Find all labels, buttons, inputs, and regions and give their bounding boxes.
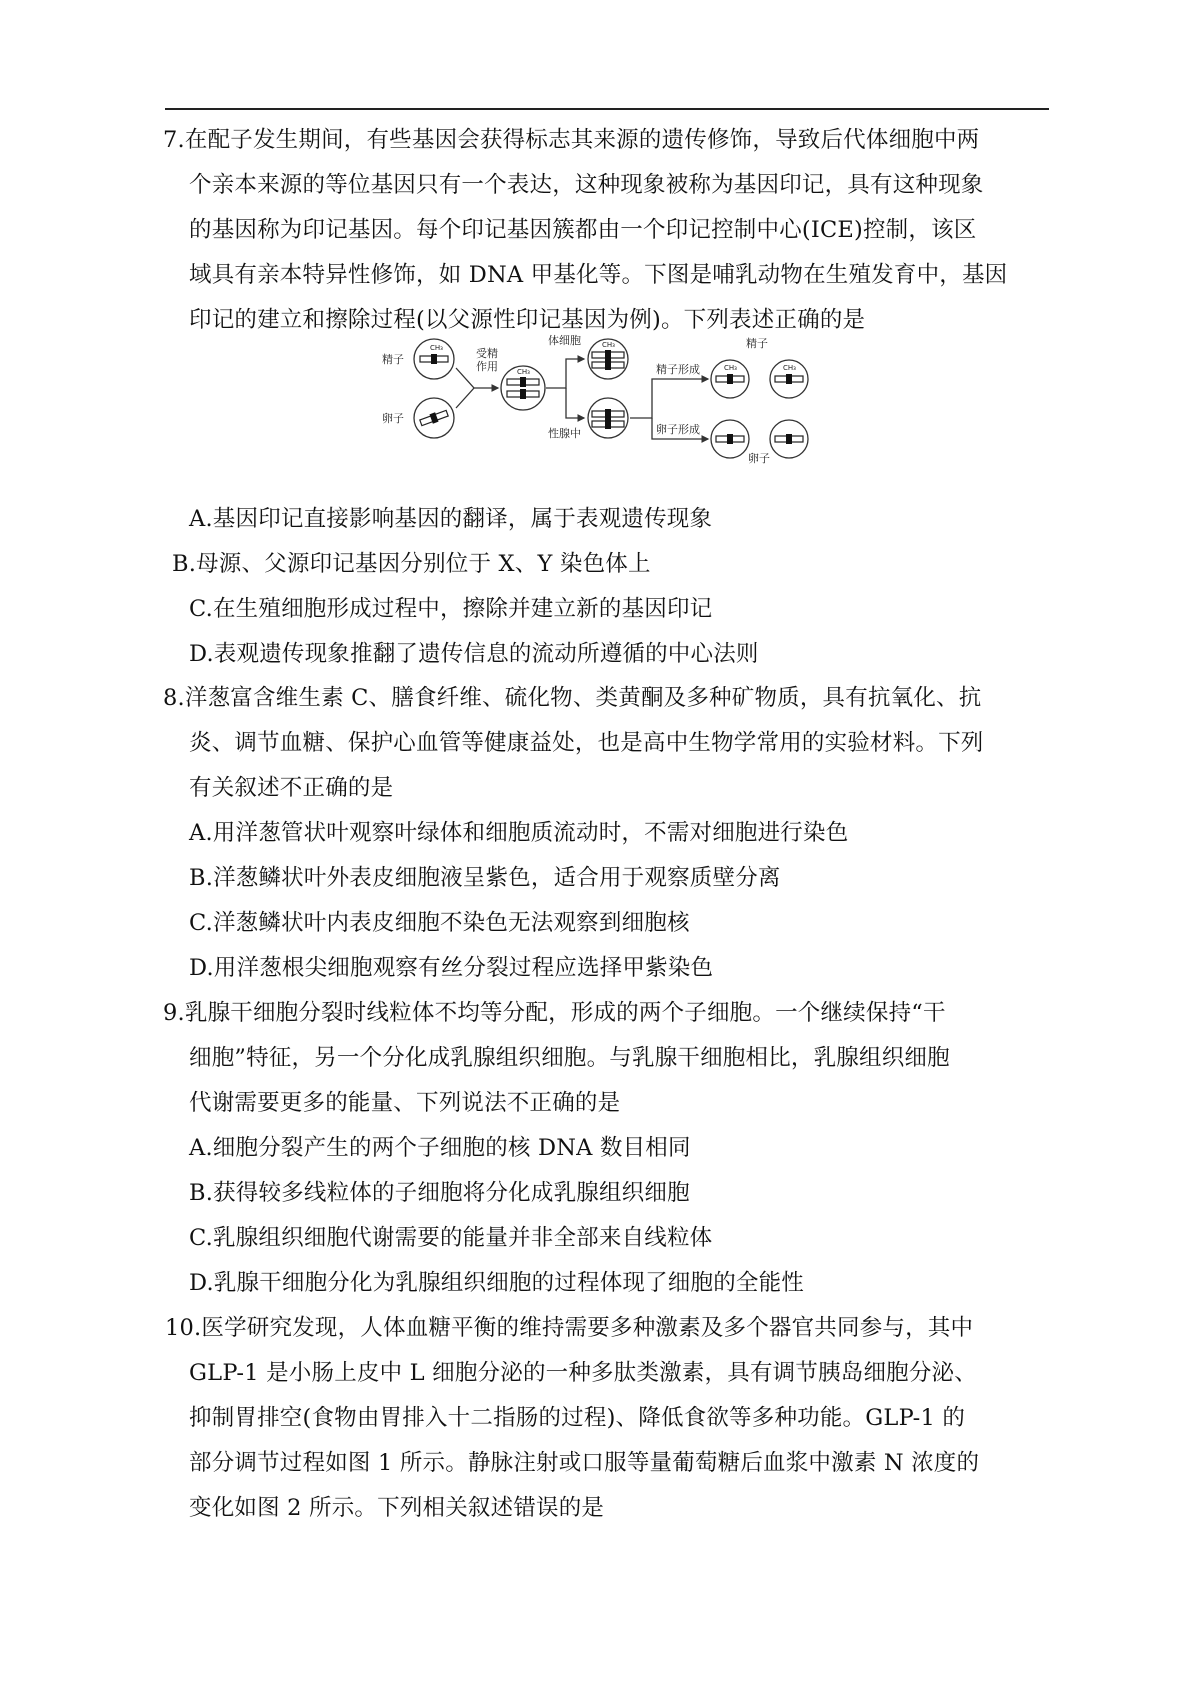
question-7-line-2: 个亲本来源的等位基因只有一个表达，这种现象被称为基因印记，具有这种现象 bbox=[189, 172, 984, 198]
question-7-line-1: 7.在配子发生期间，有些基因会获得标志其来源的遗传修饰，导致后代体细胞中两 bbox=[163, 127, 980, 153]
question-9-line-1: 9.乳腺干细胞分裂时线粒体不均等分配，形成的两个子细胞。一个继续保持“干 bbox=[163, 1000, 946, 1026]
question-9-option-b: B.获得较多线粒体的子细胞将分化成乳腺组织细胞 bbox=[189, 1180, 690, 1206]
label-somatic: 体细胞 bbox=[548, 334, 581, 347]
question-8-option-c: C.洋葱鳞状叶内表皮细胞不染色无法观察到细胞核 bbox=[189, 910, 690, 936]
question-7-option-a: A.基因印记直接影响基因的翻译，属于表观遗传现象 bbox=[189, 506, 713, 532]
label-fertilization-1: 受精 bbox=[476, 347, 498, 360]
question-number: 9. bbox=[163, 1000, 185, 1026]
question-8-option-d: D.用洋葱根尖细胞观察有丝分裂过程应选择甲紫染色 bbox=[189, 955, 714, 981]
question-10-line-1: 10.医学研究发现，人体血糖平衡的维持需要多种激素及多个器官共同参与，其中 bbox=[165, 1315, 974, 1341]
question-8-line-3: 有关叙述不正确的是 bbox=[189, 775, 394, 801]
svg-text:CH₃: CH₃ bbox=[517, 368, 530, 376]
svg-text:CH₃: CH₃ bbox=[430, 344, 443, 352]
label-gonad: 性腺中 bbox=[548, 427, 581, 440]
question-number: 8. bbox=[163, 685, 185, 711]
question-10-line-5: 变化如图 2 所示。下列相关叙述错误的是 bbox=[189, 1495, 605, 1521]
question-9-option-d: D.乳腺干细胞分化为乳腺组织细胞的过程体现了细胞的全能性 bbox=[189, 1270, 804, 1296]
question-7-line-4: 域具有亲本特异性修饰，如 DNA 甲基化等。下图是哺乳动物在生殖发育中，基因 bbox=[189, 262, 1008, 288]
label-egg-in: 卵子 bbox=[382, 412, 404, 425]
svg-text:CH₃: CH₃ bbox=[602, 341, 615, 349]
question-number: 7. bbox=[163, 127, 185, 153]
genomic-imprinting-diagram bbox=[382, 330, 820, 465]
question-7-line-3: 的基因称为印记基因。每个印记基因簇都由一个印记控制中心(ICE)控制，该区 bbox=[189, 217, 977, 243]
question-7-option-b: B.母源、父源印记基因分别位于 X、Y 染色体上 bbox=[172, 551, 651, 577]
svg-text:CH₃: CH₃ bbox=[724, 364, 737, 372]
label-sperm-formation: 精子形成 bbox=[656, 363, 700, 376]
question-7-line-5: 印记的建立和擦除过程(以父源性印记基因为例)。下列表述正确的是 bbox=[189, 307, 866, 333]
question-10-line-4: 部分调节过程如图 1 所示。静脉注射或口服等量葡萄糖后血浆中激素 N 浓度的 bbox=[189, 1450, 980, 1476]
question-10-line-2: GLP-1 是小肠上皮中 L 细胞分泌的一种多肽类激素，具有调节胰岛细胞分泌、 bbox=[189, 1360, 977, 1386]
label-sperm-out: 精子 bbox=[746, 337, 768, 350]
svg-text:CH₃: CH₃ bbox=[783, 364, 796, 372]
question-8-line-2: 炎、调节血糖、保护心血管等健康益处，也是高中生物学常用的实验材料。下列 bbox=[189, 730, 984, 756]
label-sperm-in: 精子 bbox=[382, 353, 404, 366]
question-7-option-c: C.在生殖细胞形成过程中，擦除并建立新的基因印记 bbox=[189, 596, 713, 622]
question-10-line-3: 抑制胃排空(食物由胃排入十二指肠的过程)、降低食欲等多种功能。GLP-1 的 bbox=[189, 1405, 966, 1431]
question-8-option-b: B.洋葱鳞状叶外表皮细胞液呈紫色，适合用于观察质壁分离 bbox=[189, 865, 781, 891]
question-number: 10. bbox=[165, 1315, 202, 1341]
header-rule bbox=[165, 108, 1049, 110]
question-9-option-a: A.细胞分裂产生的两个子细胞的核 DNA 数目相同 bbox=[189, 1135, 691, 1161]
question-9-line-3: 代谢需要更多的能量、下列说法不正确的是 bbox=[189, 1090, 621, 1116]
question-9-line-2: 细胞”特征，另一个分化成乳腺组织细胞。与乳腺干细胞相比，乳腺组织细胞 bbox=[189, 1045, 950, 1071]
question-7-option-d: D.表观遗传现象推翻了遗传信息的流动所遵循的中心法则 bbox=[189, 641, 759, 667]
label-egg-out: 卵子 bbox=[748, 452, 770, 465]
question-8-line-1: 8.洋葱富含维生素 C、膳食纤维、硫化物、类黄酮及多种矿物质，具有抗氧化、抗 bbox=[163, 685, 982, 711]
label-egg-formation: 卵子形成 bbox=[656, 423, 700, 436]
question-8-option-a: A.用洋葱管状叶观察叶绿体和细胞质流动时，不需对细胞进行染色 bbox=[189, 820, 849, 846]
question-9-option-c: C.乳腺组织细胞代谢需要的能量并非全部来自线粒体 bbox=[189, 1225, 713, 1251]
label-fertilization-2: 作用 bbox=[476, 360, 498, 373]
